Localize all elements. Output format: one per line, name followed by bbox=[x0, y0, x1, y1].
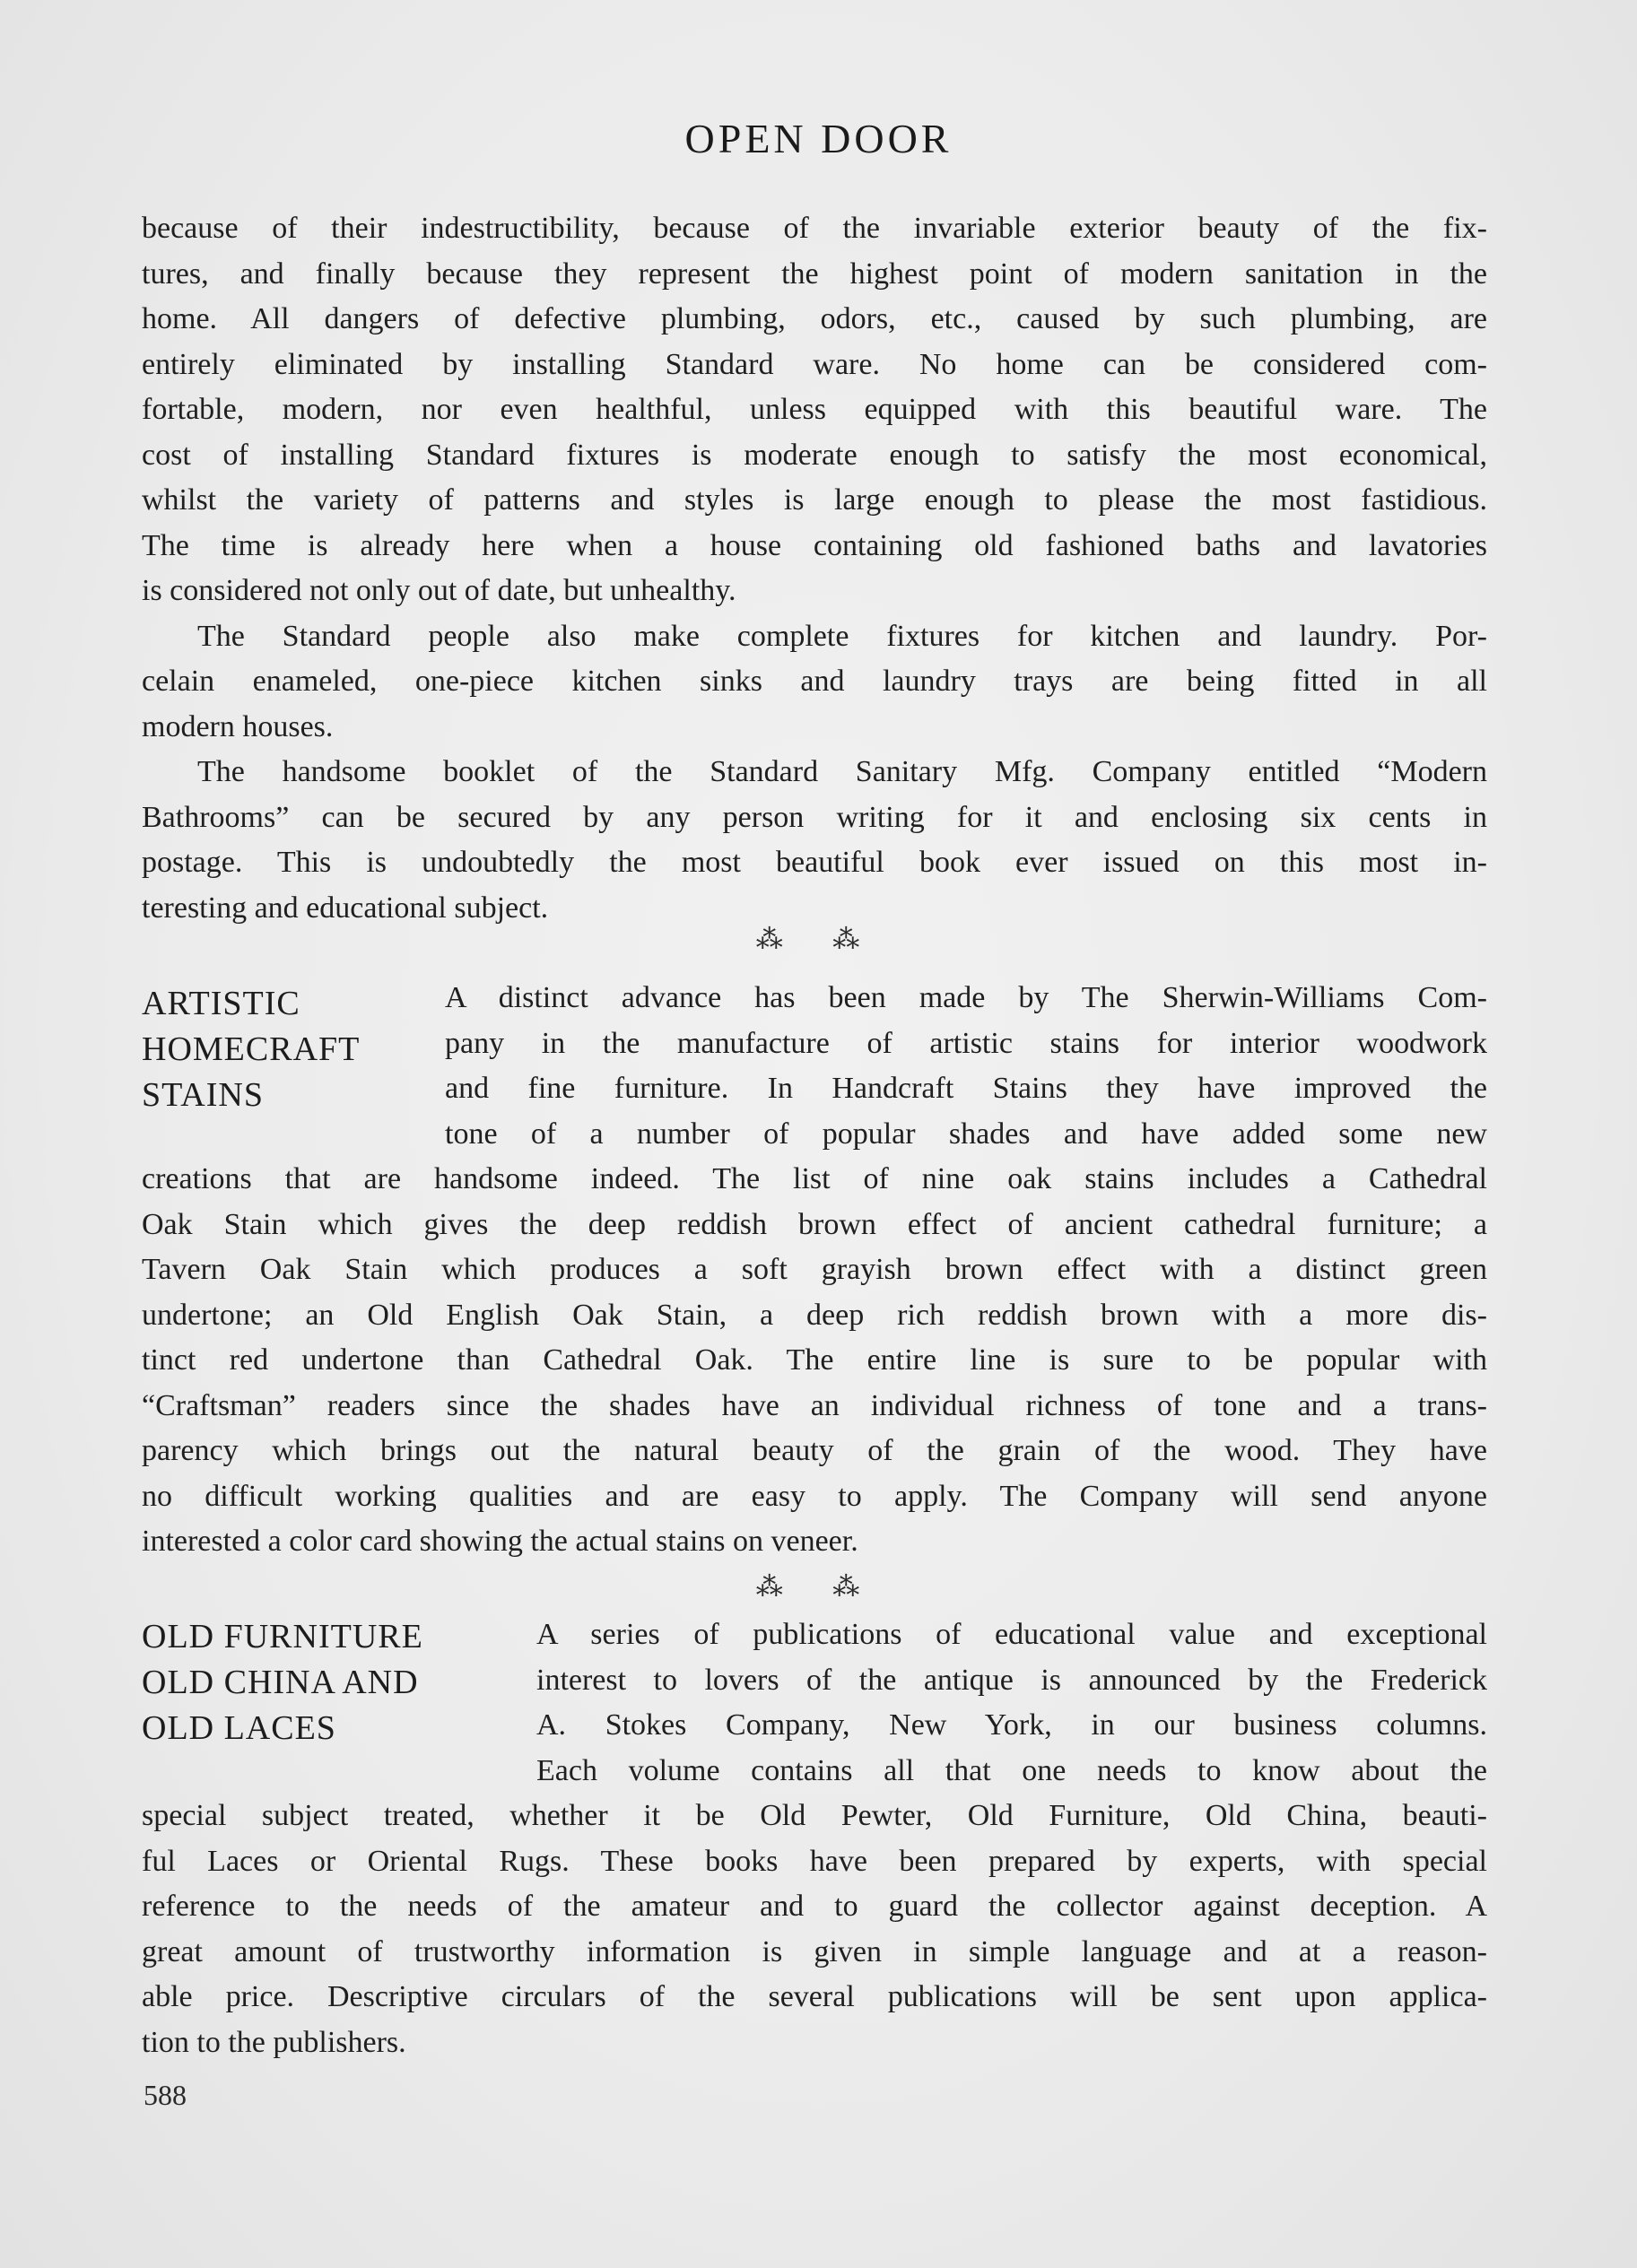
text-line: The handsome booklet of the Standard Sanitary Mfg. Company entitled “Modern bbox=[197, 755, 1487, 788]
text-line: Bathrooms” can be secured by any person writing for it and enclosing six cents in bbox=[142, 800, 1487, 834]
text-line: A. Stokes Company, New York, in our business columns. bbox=[536, 1708, 1487, 1742]
heading-line: OLD LACES bbox=[142, 1709, 336, 1747]
text-line: A series of publications of educational value and exceptional bbox=[536, 1618, 1487, 1651]
heading-line: HOMECRAFT bbox=[142, 1030, 361, 1068]
page-number: 588 bbox=[144, 2079, 187, 2111]
text-line: reference to the needs of the amateur and to guard the collector against deception. A bbox=[142, 1890, 1487, 1923]
text-line: parency which brings out the natural beauty of the grain of the wood. They have bbox=[142, 1434, 1487, 1467]
text-line: celain enameled, one-piece kitchen sinks and laundry trays are being fitted in all bbox=[142, 665, 1487, 698]
text-line: creations that are handsome indeed. The list of nine oak stains includes a Cathedral bbox=[142, 1162, 1487, 1195]
text-line: Tavern Oak Stain which produces a soft grayish brown effect with a distinct green bbox=[142, 1253, 1487, 1286]
text-line: interested a color card showing the actual stains on veneer. bbox=[142, 1525, 858, 1558]
text-line: great amount of trustworthy information is given in simple language and at a reason- bbox=[142, 1934, 1487, 1968]
artistic-homecraft-stains-heading bbox=[142, 981, 360, 1118]
text-line: The time is already here when a house containing old fashioned baths and lavatories bbox=[142, 528, 1487, 562]
text-line: cost of installing Standard fixtures is moderate enough to satisfy the most economical, bbox=[142, 438, 1487, 472]
text-line: A distinct advance has been made by The Sherwin-Williams Com- bbox=[445, 981, 1487, 1014]
text-line: tion to the publishers. bbox=[142, 2025, 406, 2059]
section-ornament: ⁂ ⁂ bbox=[755, 1572, 882, 1602]
plumbing-section bbox=[142, 206, 1487, 931]
text-line: modern houses. bbox=[142, 709, 334, 743]
old-furniture-side-text bbox=[536, 1612, 1487, 1794]
text-line: whilst the variety of patterns and styles is large enough to please the most fastidious. bbox=[142, 483, 1487, 517]
text-line: and fine furniture. In Handcraft Stains they have improved the bbox=[445, 1072, 1487, 1105]
text-line: special subject treated, whether it be Old Pewter, Old Furniture, Old China, beauti- bbox=[142, 1799, 1487, 1832]
heading-line: ARTISTIC bbox=[142, 985, 300, 1022]
old-furniture-body-text bbox=[142, 1794, 1487, 2065]
heading-line: OLD CHINA AND bbox=[142, 1664, 419, 1701]
text-line: no difficult working qualities and are easy to apply. The Company will send anyone bbox=[142, 1479, 1487, 1513]
artistic-side-text bbox=[445, 976, 1487, 1157]
text-line: “Craftsman” readers since the shades have an individual richness of tone and a trans- bbox=[142, 1388, 1487, 1422]
artistic-body-text bbox=[142, 1157, 1487, 1565]
page-title: OPEN DOOR bbox=[684, 116, 953, 161]
heading-line: STAINS bbox=[142, 1076, 264, 1114]
text-line: entirely eliminated by installing Standard ware. No home can be considered com- bbox=[142, 347, 1487, 381]
heading-line: OLD FURNITURE bbox=[142, 1618, 423, 1655]
old-furniture-heading bbox=[142, 1614, 423, 1751]
text-line: tinct red undertone than Cathedral Oak. The entire line is sure to be popular with bbox=[142, 1343, 1487, 1377]
text-line: ful Laces or Oriental Rugs. These books have been prepared by experts, with special bbox=[142, 1844, 1487, 1878]
section-ornament: ⁂ ⁂ bbox=[755, 925, 882, 954]
text-line: postage. This is undoubtedly the most beautiful book ever issued on this most in- bbox=[142, 846, 1487, 879]
text-line: Each volume contains all that one needs to know about the bbox=[536, 1753, 1487, 1787]
text-line: teresting and educational subject. bbox=[142, 891, 549, 925]
text-line: tures, and finally because they represent the highest point of modern sanitation in the bbox=[142, 256, 1487, 291]
text-line: undertone; an Old English Oak Stain, a deep rich reddish brown with a more dis- bbox=[142, 1298, 1487, 1332]
text-line: home. All dangers of defective plumbing, odors, etc., caused by such plumbing, are bbox=[142, 302, 1487, 335]
text-line: The Standard people also make complete fixtures for kitchen and laundry. Por- bbox=[197, 619, 1487, 653]
text-line: because of their indestructibility, because of the invariable exterior beauty of the fix- bbox=[142, 212, 1487, 245]
text-line: tone of a number of popular shades and have added some new bbox=[445, 1117, 1487, 1151]
text-line: interest to lovers of the antique is announced by the Frederick bbox=[536, 1663, 1487, 1697]
text-line: pany in the manufacture of artistic stains for interior woodwork bbox=[445, 1026, 1487, 1060]
text-line: Oak Stain which gives the deep reddish brown effect of ancient cathedral furniture; a bbox=[142, 1207, 1487, 1241]
text-line: fortable, modern, nor even healthful, unless equipped with this beautiful ware. The bbox=[142, 393, 1487, 426]
text-line: is considered not only out of date, but unhealthy. bbox=[142, 574, 736, 607]
text-line: able price. Descriptive circulars of the several publications will be sent upon applica- bbox=[142, 1980, 1487, 2013]
